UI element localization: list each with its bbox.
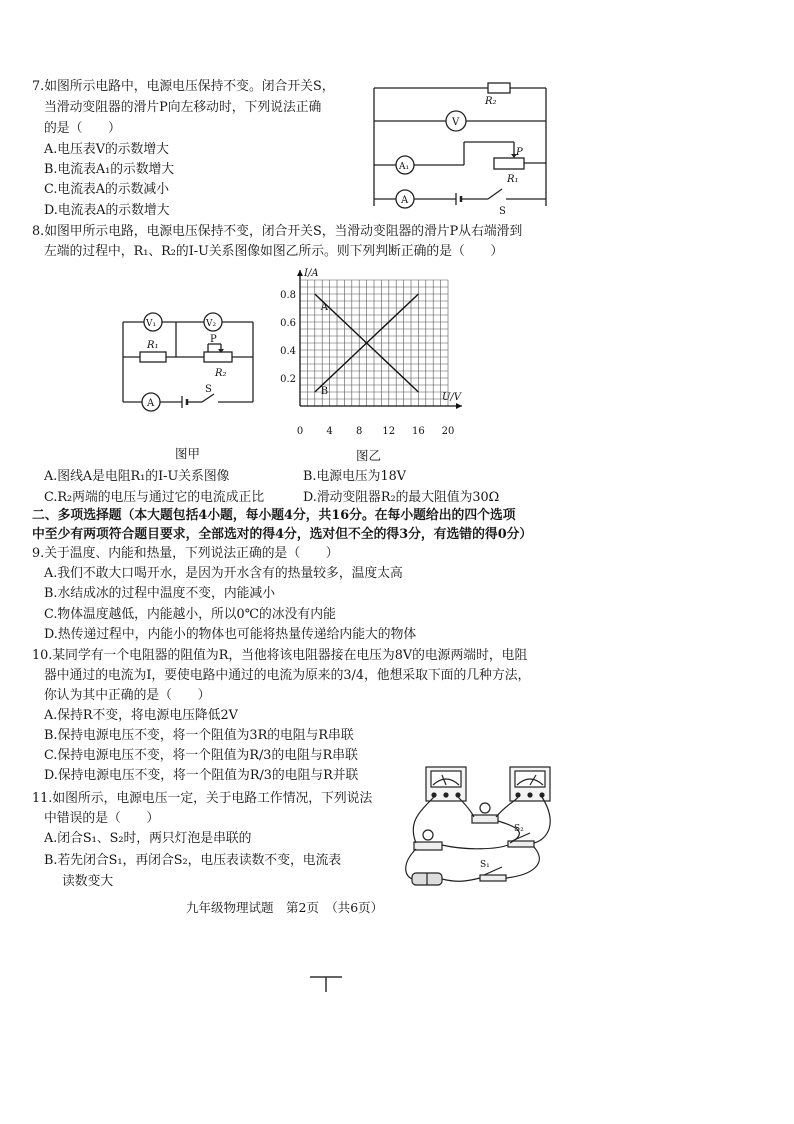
q7-option-d: D.电流表A的示数增大 bbox=[44, 203, 170, 218]
chart-x-tick-label: 20 bbox=[441, 426, 455, 437]
q8-line-2: 左端的过程中，R₁、R₂的I-U关系图像如图乙所示。则下列判断正确的是（ ） bbox=[44, 244, 504, 259]
chart-x-tick-label: 0 bbox=[296, 426, 304, 437]
q11-option-b-cont: 读数变大 bbox=[62, 874, 114, 889]
chart-x-tick-label: 8 bbox=[356, 426, 363, 437]
chart-y-tick-label: 0.8 bbox=[280, 290, 296, 301]
chart-x-tick-label: 12 bbox=[382, 426, 396, 437]
q7-label-s: S bbox=[499, 206, 506, 217]
section2-heading-line-2: 中至少有两项符合题目要求，全部选对的得4分，选对但不全的得3分，有选错的得0分） bbox=[32, 527, 533, 542]
chart-series-label-B: B bbox=[320, 386, 329, 397]
q7-label-a: A bbox=[401, 195, 409, 206]
q10-option-a: A.保持R不变，将电源电压降低2V bbox=[44, 708, 238, 723]
q8-fig-b-chart bbox=[280, 266, 470, 446]
chart-x-tick-label: 4 bbox=[326, 426, 333, 437]
q7-line-1: 7.如图所示电路中，电源电压保持不变。闭合开关S， bbox=[32, 79, 335, 94]
q11-line-1: 11.如图所示，电源电压一定，关于电路工作情况，下列说法 bbox=[32, 791, 373, 806]
q11-line-2: 中错误的是（ ） bbox=[44, 811, 160, 826]
q8-fig-a-caption: 图甲 bbox=[175, 446, 201, 461]
q11-label-s1: S₁ bbox=[480, 860, 490, 870]
q7-label-p: P bbox=[516, 147, 523, 158]
chart-y-tick-label: 0.2 bbox=[280, 374, 296, 385]
q11-option-a: A.闭合S₁、S₂时，两只灯泡是串联的 bbox=[44, 831, 252, 846]
q10-line-3: 你认为其中正确的是（ ） bbox=[44, 688, 211, 703]
q8-option-a: A.图线A是电阻R₁的I-U关系图像 bbox=[44, 469, 230, 484]
q8-label-r1: R₁ bbox=[147, 340, 159, 351]
q8-label-r2: R₂ bbox=[215, 368, 227, 379]
chart-y-arrow bbox=[297, 270, 303, 276]
chart-y-tick-label: 0.6 bbox=[280, 318, 296, 329]
q7-circuit-diagram bbox=[368, 78, 558, 218]
page-footer: 九年级物理试题 第2页 （共6页） bbox=[186, 900, 384, 915]
q11-option-b: B.若先闭合S₁，再闭合S₂，电压表读数不变，电流表 bbox=[44, 853, 342, 868]
q8-line-1: 8.如图甲所示电路，电源电压保持不变，闭合开关S，当滑动变阻器的滑片P从右端滑到 bbox=[32, 224, 523, 239]
q7-label-r2: R₂ bbox=[485, 96, 497, 107]
section2-heading-line-1: 二、多项选择题（本大题包括4小题，每小题4分，共16分。在每小题给出的四个选项 bbox=[32, 508, 516, 523]
q8-label-v2: V₂ bbox=[206, 319, 217, 329]
q9-option-c: C.物体温度越低，内能越小，所以0℃的冰没有内能 bbox=[44, 607, 336, 622]
q8-option-d: D.滑动变阻器R₂的最大阻值为30Ω bbox=[303, 490, 500, 505]
scan-mark bbox=[308, 972, 344, 994]
chart-y-axis-label: I/A bbox=[304, 268, 319, 279]
chart-y-tick-label: 0.4 bbox=[280, 346, 296, 357]
q8-fig-a-circuit bbox=[118, 312, 268, 412]
q7-line-3: 的是（ ） bbox=[44, 121, 121, 136]
q8-option-c: C.R₂两端的电压与通过它的电流成正比 bbox=[44, 490, 265, 505]
chart-x-axis-label: U/V bbox=[442, 392, 462, 403]
q7-option-a: A.电压表V的示数增大 bbox=[44, 142, 169, 157]
q10-option-b: B.保持电源电压不变，将一个阻值为3R的电阻与R串联 bbox=[44, 728, 354, 743]
q9-option-a: A.我们不敢大口喝开水，是因为开水含有的热量较多，温度太高 bbox=[44, 566, 403, 581]
chart-series-label-A: A bbox=[320, 302, 329, 313]
q7-label-v: V bbox=[452, 117, 460, 128]
q9-stem: 9.关于温度、内能和热量，下列说法正确的是（ ） bbox=[32, 546, 339, 561]
q10-line-2: 器中通过的电流为I，要使电路中通过的电流为原来的3/4，他想采取下面的几种方法， bbox=[44, 668, 531, 683]
q7-option-c: C.电流表A的示数减小 bbox=[44, 182, 170, 197]
q9-option-b: B.水结成冰的过程中温度不变，内能减小 bbox=[44, 586, 276, 601]
q8-option-b: B.电源电压为18V bbox=[303, 469, 406, 484]
chart-x-arrow bbox=[456, 403, 462, 409]
q11-circuit-illustration bbox=[398, 763, 563, 895]
q8-label-s: S bbox=[205, 384, 212, 395]
q10-line-1: 10.某同学有一个电阻器的阻值为R，当他将该电阻器接在电压为8V的电源两端时，电阻 bbox=[32, 648, 528, 663]
q7-label-a1: A₁ bbox=[399, 162, 410, 172]
q8-label-p: P bbox=[210, 334, 217, 345]
q10-option-c: C.保持电源电压不变，将一个阻值为R/3的电阻与R串联 bbox=[44, 748, 358, 763]
q8-label-a: A bbox=[147, 398, 155, 409]
q7-line-2: 当滑动变阻器的滑片P向左移动时，下列说法正确 bbox=[44, 100, 322, 115]
chart-x-tick-label: 16 bbox=[412, 426, 425, 437]
q11-label-s2: S₂ bbox=[514, 824, 524, 834]
q9-option-d: D.热传递过程中，内能小的物体也可能将热量传递给内能大的物体 bbox=[44, 627, 417, 642]
q7-label-r1: R₁ bbox=[507, 174, 519, 185]
q10-option-d: D.保持电源电压不变，将一个阻值为R/3的电阻与R并联 bbox=[44, 768, 359, 783]
q7-option-b: B.电流表A₁的示数增大 bbox=[44, 162, 175, 177]
q8-fig-b-caption: 图乙 bbox=[356, 448, 382, 463]
q8-label-v1: V₁ bbox=[146, 319, 157, 329]
